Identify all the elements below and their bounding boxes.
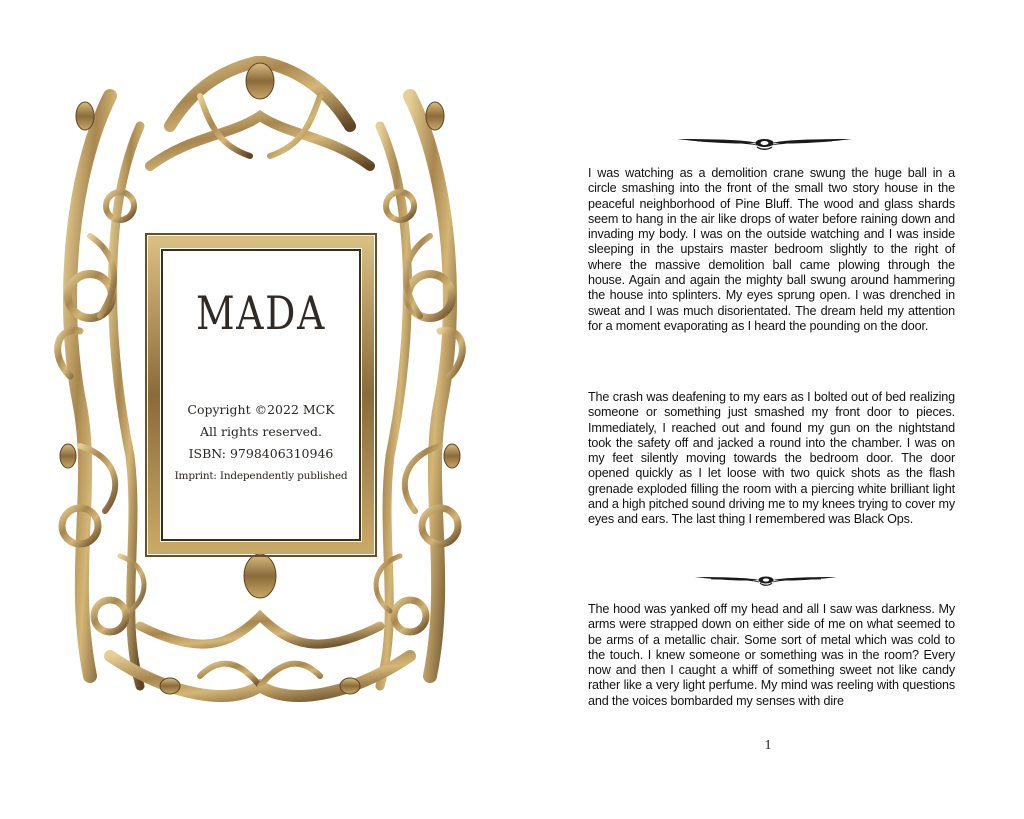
title-panel <box>168 257 354 533</box>
ornate-frame <box>50 56 470 706</box>
page-number: 1 <box>764 738 772 753</box>
imprint-line: Imprint: Independently published <box>174 470 348 482</box>
isbn-line: ISBN: 9798406310946 <box>188 446 334 461</box>
chapter-page <box>512 0 1024 819</box>
winged-ornament-divider-icon <box>695 571 837 587</box>
paragraph: The crash was deafening to my ears as I bolted out of bed realizing someone or something just smashed my front door to pieces. Immediately, I reached out and found my gun on the nightstand took the safety off and jacked a round into the chamber. I was on my feet silently moving towards the bedroom door. The door opened quickly as I let loose with two quick shots as the flash grenade exploded filling the room with a piercing white brilliant light and a high pitched sound driving me to my knees trying to cover my eyes and ears. The last thing I remembered was Black Ops. <box>588 390 955 527</box>
copyright-line: Copyright ©2022 MCK <box>187 402 335 417</box>
paragraph: I was watching as a demolition crane swung the huge ball in a circle smashing into the front of the small two story house in the peaceful neighborhood of Pine Bluff. The wood and glass shards seem to hang in the air like drops of water before raining down and invading my body. I was on the outside watching and I was inside sleeping in the upstairs master bedroom slightly to the right of where the massive demolition ball came plowing through the house. Again and again the mighty ball swung around hammering the house into splinters. My eyes sprung open. I was drenched in sweat and I was much disorientated. The dream held my attention for a moment evaporating as I heard the pounding on the door. <box>588 166 955 333</box>
winged-ornament-divider-icon <box>677 133 852 151</box>
paragraph: The hood was yanked off my head and all I saw was darkness. My arms were strapped down on either side of me on what seemed to be arms of a metallic chair. Some sort of metal which was cold to the touch. I knew someone or something was in the room? Every now and then I caught a whiff of something sweet not like candy rather like a very light perfume. My mind was reeling with questions and the voices bombarded my senses with dire <box>588 602 955 708</box>
rights-line: All rights reserved. <box>199 424 323 439</box>
book-title: MADA <box>196 286 326 340</box>
copyright-block <box>168 399 354 487</box>
